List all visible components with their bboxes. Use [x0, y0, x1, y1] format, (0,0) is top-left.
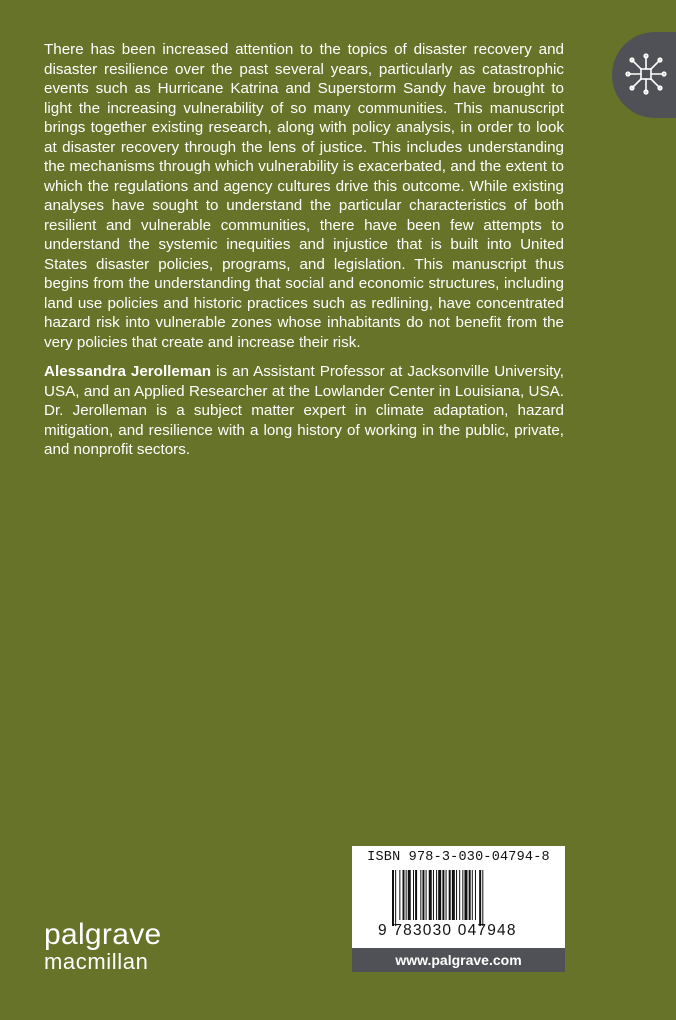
publisher-name-line1: palgrave — [44, 918, 162, 951]
isbn-label: ISBN 978-3-030-04794-8 — [367, 850, 550, 865]
author-bio-text: is an Assistant Professor at Jacksonville University, USA, and an Applied Researcher at the Lowlander Center in Louisiana, USA. Dr. Jerolleman is a subject matter expert in climate adaptation, hazard mitigation, and resilience with a long history of working in the public, private, and nonprofit sectors. — [44, 363, 564, 458]
author-bio — [44, 362, 564, 460]
barcode-digits: 9 783030 047948 — [378, 922, 517, 939]
barcode-icon — [390, 870, 530, 926]
publisher-name-line2: macmillan — [44, 949, 149, 974]
palgrave-star-icon — [624, 52, 668, 96]
website-link[interactable]: www.palgrave.com — [352, 948, 565, 972]
author-name: Alessandra Jerolleman — [44, 363, 212, 380]
book-description: There has been increased attention to the topics of disaster recovery and disaster resilience over the past several years, particularly as catastrophic events such as Hurricane Katrina and Superstorm Sandy have brought to light the increasing vulnerability of so many communities. This manuscript brings together existing research, along with policy analysis, in order to look at disaster recovery through the lens of justice. This includes understanding the mechanisms through which vulnerability is exacerbated, and the extent to which the regulations and agency cultures drive this outcome. While existing analyses have sought to understand the particular characteristics of both resilient and vulnerable communities, there have been few attempts to understand the systemic inequities and injustice that is built into United States disaster policies, programs, and legislation. This manuscript thus begins from the understanding that social and economic structures, including land use policies and historic practices such as redlining, have concentrated hazard risk into vulnerable zones whose inhabitants do not benefit from the very policies that create and increase their risk. — [44, 41, 564, 351]
publisher-wordmark — [44, 920, 161, 974]
publisher-logo-tab — [612, 32, 676, 118]
